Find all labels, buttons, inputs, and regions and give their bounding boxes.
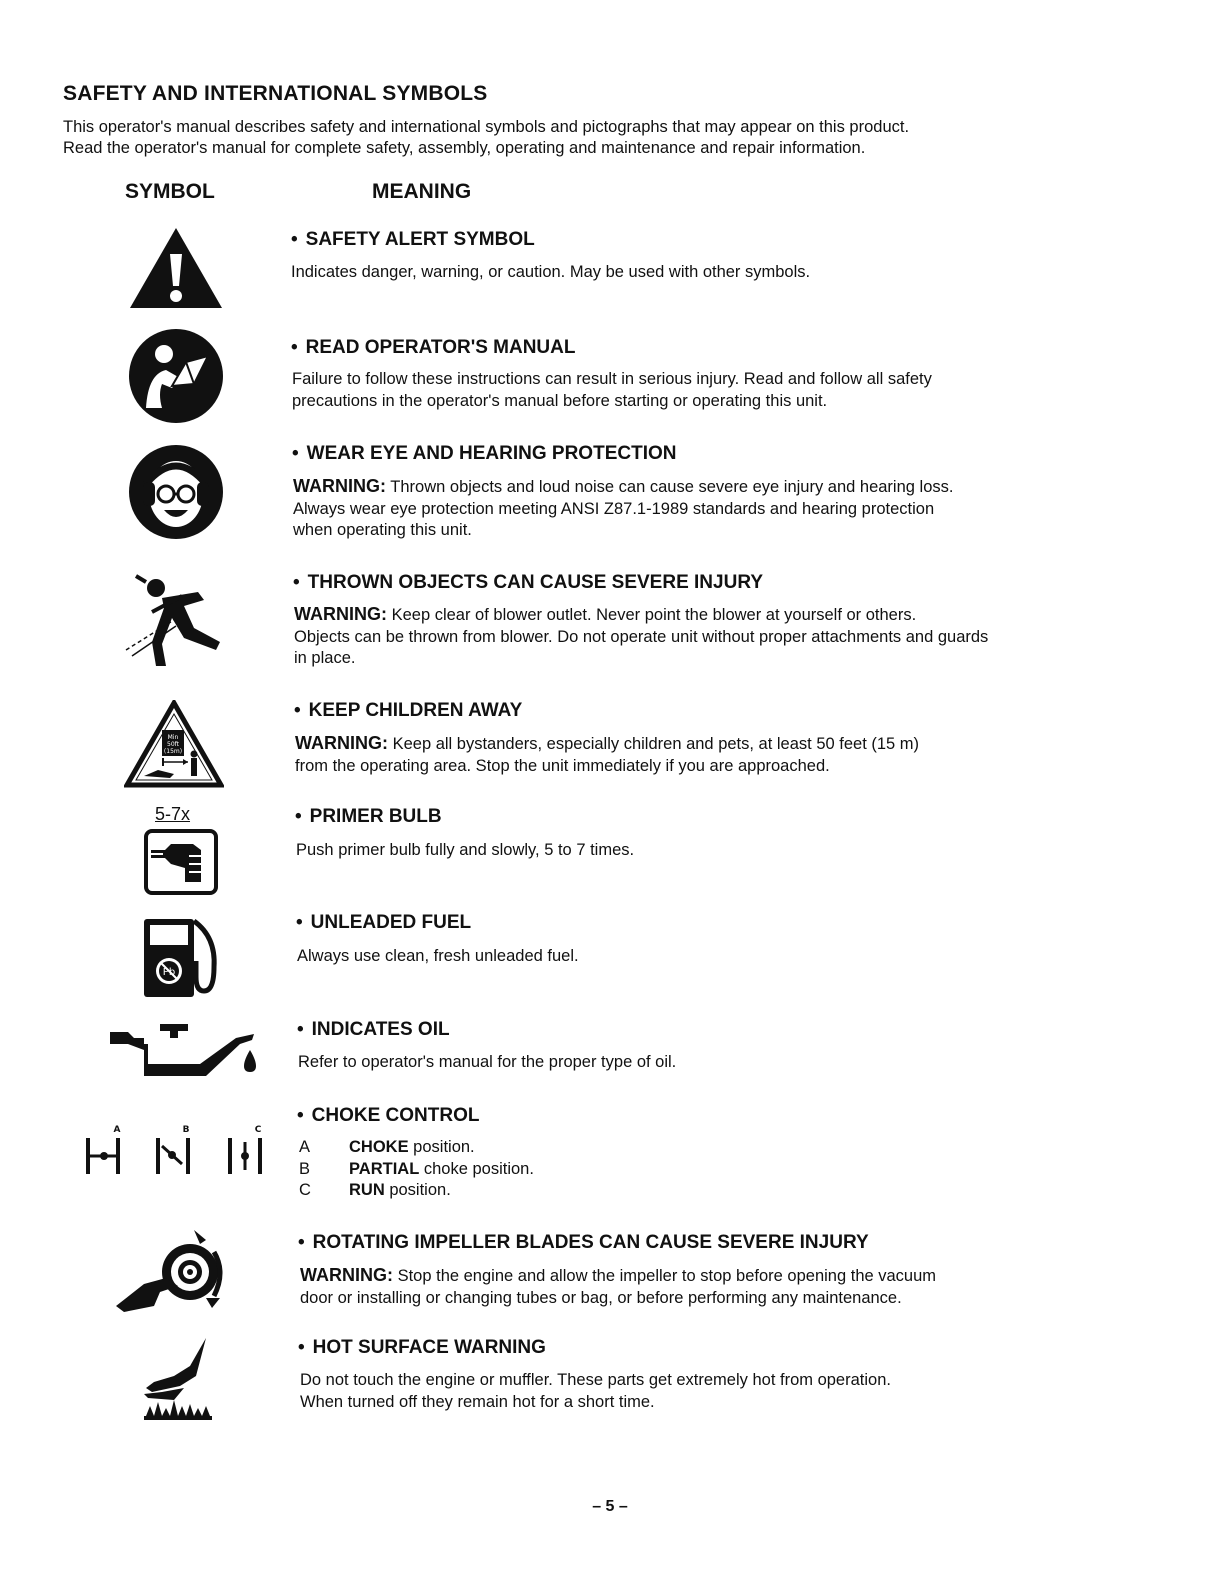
unleaded-fuel-heading — [296, 912, 471, 934]
warning-label: WARNING: — [294, 604, 387, 624]
intro-paragraph — [63, 117, 1163, 159]
hot-surface-icon — [140, 1336, 220, 1427]
bullet: • — [291, 337, 298, 358]
svg-text:(15m): (15m) — [163, 748, 183, 755]
body-line: Always use clean, fresh unleaded fuel. — [297, 947, 579, 965]
body-line: When turned off they remain hot for a short time. — [300, 1392, 655, 1411]
bullet: • — [297, 1105, 304, 1126]
body-line: Indicates danger, warning, or caution. May be used with other symbols. — [291, 263, 811, 281]
bullet: • — [293, 572, 300, 593]
heading-text: WEAR EYE AND HEARING PROTECTION — [306, 443, 677, 464]
indicates-oil-text — [298, 1052, 676, 1074]
heading-text: THROWN OBJECTS CAN CAUSE SEVERE INJURY — [307, 572, 764, 593]
body-line: Do not touch the engine or muffler. These parts get extremely hot from operation. — [300, 1371, 891, 1389]
heading-text: PRIMER BULB — [309, 806, 442, 827]
heading-text: ROTATING IMPELLER BLADES CAN CAUSE SEVERE INJURY — [312, 1232, 869, 1253]
warning-label: WARNING: — [293, 476, 386, 496]
body-line: Thrown objects and loud noise can cause severe eye injury and hearing loss. — [386, 478, 954, 496]
choke-control-heading — [297, 1105, 479, 1127]
safety-alert-heading — [291, 229, 535, 251]
rotating-impeller-icon — [114, 1226, 230, 1319]
primer-bulb-heading — [295, 806, 442, 828]
body-line: Keep clear of blower outlet. Never point the blower at yourself or others. — [387, 606, 917, 624]
primer-bulb-text — [296, 840, 634, 862]
keep-children-away-icon — [124, 700, 224, 793]
symbol-column-header: SYMBOL — [125, 180, 215, 203]
svg-text:Pb: Pb — [162, 967, 176, 978]
svg-text:A: A — [113, 1125, 121, 1135]
hot-surface-text — [300, 1370, 891, 1413]
intro-line: This operator's manual describes safety and international symbols and pictographs that may appear on this product. — [63, 118, 910, 136]
thrown-objects-heading — [293, 572, 763, 594]
body-line: door or installing or changing tubes or bag, or before performing any maintenance. — [300, 1288, 902, 1307]
heading-text: READ OPERATOR'S MANUAL — [305, 337, 576, 358]
keep-children-heading — [294, 700, 522, 722]
heading-text: UNLEADED FUEL — [310, 912, 472, 933]
heading-text: INDICATES OIL — [311, 1019, 450, 1040]
eye-hearing-text — [293, 476, 953, 542]
bullet: • — [297, 1019, 304, 1040]
thrown-objects-icon — [122, 572, 226, 673]
heading-text: SAFETY ALERT SYMBOL — [305, 229, 535, 250]
choke-row-b: B PARTIAL choke position. — [299, 1159, 534, 1178]
eye-hearing-heading — [292, 443, 676, 465]
body-line: Push primer bulb fully and slowly, 5 to 7 times. — [296, 841, 635, 859]
unleaded-fuel-text — [297, 946, 579, 968]
heading-text: HOT SURFACE WARNING — [312, 1337, 546, 1358]
page-number: – 5 – — [592, 1498, 628, 1515]
primer-bulb-count-label: 5-7x — [155, 804, 191, 824]
intro-line: Read the operator's manual for complete safety, assembly, operating and maintenance and repair information. — [63, 139, 866, 157]
hot-surface-heading — [298, 1337, 546, 1359]
choke-row-a: A CHOKE position. — [299, 1138, 475, 1156]
body-line: Stop the engine and allow the impeller to stop before opening the vacuum — [393, 1267, 937, 1285]
bullet: • — [294, 700, 301, 721]
body-line: precautions in the operator's manual before starting or operating this unit. — [292, 391, 828, 410]
body-line: Keep all bystanders, especially children and pets, at least 50 feet (15 m) — [388, 735, 920, 753]
primer-bulb-icon — [143, 828, 219, 901]
safety-alert-icon — [128, 226, 224, 315]
oil-can-icon — [108, 1020, 264, 1087]
svg-text:B: B — [182, 1125, 190, 1135]
rotating-impeller-text — [300, 1265, 936, 1309]
bullet: • — [298, 1337, 305, 1358]
heading-text: KEEP CHILDREN AWAY — [308, 700, 523, 721]
keep-children-text — [295, 733, 919, 777]
eye-hearing-protection-icon — [128, 444, 224, 545]
bullet: • — [291, 229, 298, 250]
svg-text:50ft: 50ft — [167, 741, 179, 748]
read-manual-heading — [291, 337, 575, 359]
choke-position-list — [299, 1137, 534, 1202]
bullet: • — [292, 443, 299, 464]
body-line: Objects can be thrown from blower. Do not operate unit without proper attachments and guards — [294, 627, 989, 646]
body-line: in place. — [294, 649, 356, 667]
read-manual-text — [292, 369, 932, 412]
rotating-impeller-heading — [298, 1232, 869, 1254]
safety-alert-text — [291, 262, 810, 284]
svg-text:Min: Min — [167, 734, 179, 741]
bullet: • — [295, 806, 302, 827]
thrown-objects-text — [294, 604, 988, 670]
body-line: from the operating area. Stop the unit immediately if you are approached. — [295, 756, 830, 775]
unleaded-fuel-icon — [142, 915, 222, 1004]
indicates-oil-heading — [297, 1019, 450, 1041]
warning-label: WARNING: — [300, 1265, 393, 1285]
choke-control-icon — [82, 1122, 282, 1183]
bullet: • — [296, 912, 303, 933]
bullet: • — [298, 1232, 305, 1253]
meaning-column-header: MEANING — [372, 180, 472, 203]
body-line: Refer to operator's manual for the proper type of oil. — [298, 1053, 677, 1071]
warning-label: WARNING: — [295, 733, 388, 753]
svg-text:C: C — [254, 1125, 262, 1135]
page-title: SAFETY AND INTERNATIONAL SYMBOLS — [63, 82, 488, 105]
heading-text: CHOKE CONTROL — [311, 1105, 480, 1126]
read-manual-icon — [128, 328, 224, 429]
choke-row-c: C RUN position. — [299, 1181, 451, 1199]
body-line: Always wear eye protection meeting ANSI Z87.1-1989 standards and hearing protection — [293, 499, 935, 518]
body-line: Failure to follow these instructions can result in serious injury. Read and follow all safety — [292, 370, 932, 388]
body-line: when operating this unit. — [293, 521, 472, 539]
